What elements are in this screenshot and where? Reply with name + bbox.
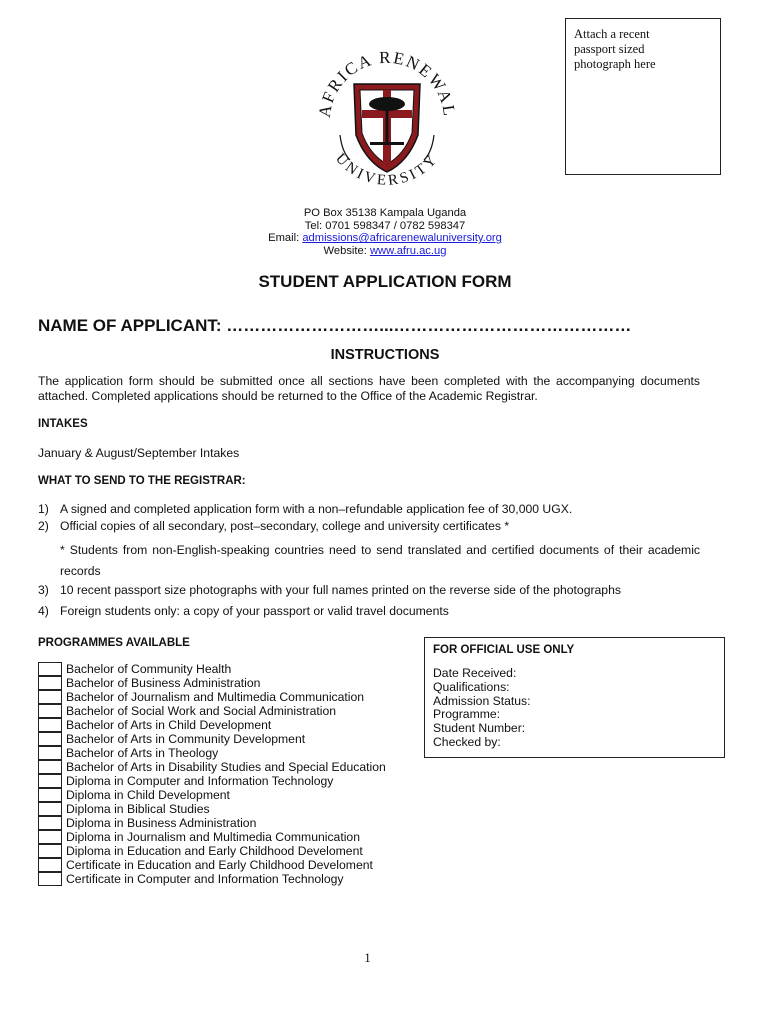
programme-label: Diploma in Education and Early Childhood Develoment [66, 844, 363, 858]
programme-label: Certificate in Education and Early Childhood Develoment [66, 858, 373, 872]
programme-checkbox[interactable] [38, 830, 62, 844]
telephone: Tel: 0701 598347 / 0782 598347 [304, 219, 466, 232]
page-number: 1 [364, 950, 371, 965]
programme-checkbox[interactable] [38, 872, 62, 886]
instructions-heading: INSTRUCTIONS [330, 347, 440, 363]
programme-label: Diploma in Business Administration [66, 816, 257, 830]
logo-top-text: AFRICA RENEWAL [314, 47, 460, 119]
programme-row [38, 788, 386, 802]
programme-checkbox[interactable] [38, 690, 62, 704]
programme-checkbox[interactable] [38, 802, 62, 816]
applicant-name-field[interactable]: NAME OF APPLICANT: ………………………...…………………………………… [38, 316, 632, 335]
website-label: Website: [323, 244, 370, 257]
send-heading: WHAT TO SEND TO THE REGISTRAR: [38, 475, 246, 487]
photo-placeholder-box[interactable] [565, 18, 721, 175]
programme-row [38, 690, 386, 704]
intakes-text: January & August/September Intakes [38, 446, 240, 460]
programme-label: Bachelor of Arts in Child Development [66, 718, 272, 732]
programme-label: Diploma in Journalism and Multimedia Communication [66, 830, 360, 844]
official-use-heading: FOR OFFICIAL USE ONLY [433, 644, 575, 656]
form-title: STUDENT APPLICATION FORM [258, 272, 512, 291]
translation-note: * Students from non-English-speaking countries need to send translated and certified documents of their academic records [60, 543, 700, 578]
contact-block [0, 207, 770, 257]
programme-label: Diploma in Biblical Studies [66, 802, 210, 816]
programme-label: Diploma in Computer and Information Technology [66, 774, 334, 788]
programme-row [38, 816, 386, 830]
official-use-box [424, 637, 725, 758]
programme-row [38, 844, 386, 858]
photo-instruction-line-1: Attach a recent [574, 27, 650, 41]
programme-label: Diploma in Child Development [66, 788, 230, 802]
programmes-list [38, 662, 386, 886]
send-item-number: 4) [38, 604, 49, 618]
send-item-text: Foreign students only: a copy of your passport or valid travel documents [60, 604, 449, 618]
programme-checkbox[interactable] [38, 788, 62, 802]
programme-row [38, 802, 386, 816]
send-item-number: 3) [38, 583, 49, 597]
website-line [0, 245, 770, 258]
programme-row [38, 760, 386, 774]
official-field-student-number: Student Number: [433, 721, 526, 736]
official-field-date-received: Date Received: [433, 666, 517, 680]
programme-checkbox[interactable] [38, 760, 62, 774]
official-field-qualifications: Qualifications: [433, 679, 510, 694]
send-item-number: 1) [38, 502, 49, 516]
programme-label: Bachelor of Arts in Community Development [66, 732, 306, 746]
postal-address: PO Box 35138 Kampala Uganda [303, 207, 467, 219]
programme-row [38, 718, 386, 732]
university-logo [312, 40, 462, 190]
programme-label: Bachelor of Arts in Disability Studies and Special Education [66, 760, 386, 774]
programme-row [38, 830, 386, 844]
programme-checkbox[interactable] [38, 704, 62, 718]
programme-row [38, 858, 386, 872]
programme-checkbox[interactable] [38, 844, 62, 858]
programme-label: Bachelor of Journalism and Multimedia Communication [66, 690, 365, 704]
programme-label: Bachelor of Arts in Theology [66, 746, 219, 760]
programme-checkbox[interactable] [38, 858, 62, 872]
photo-instruction-line-3: photograph here [574, 57, 656, 71]
email-line [0, 232, 770, 245]
programme-row [38, 746, 386, 760]
photo-instruction-line-2: passport sized [574, 42, 645, 56]
official-field-checked-by: Checked by: [433, 734, 501, 749]
programmes-heading: PROGRAMMES AVAILABLE [38, 637, 190, 649]
programme-checkbox[interactable] [38, 746, 62, 760]
send-item-text: Official copies of all secondary, post–secondary, college and university certificates * [60, 519, 510, 533]
intakes-heading: INTAKES [38, 418, 88, 430]
programme-row [38, 872, 386, 886]
programme-checkbox[interactable] [38, 718, 62, 732]
programme-checkbox[interactable] [38, 774, 62, 788]
programme-row [38, 732, 386, 746]
programme-label: Bachelor of Business Administration [66, 676, 261, 690]
programme-checkbox[interactable] [38, 816, 62, 830]
website-link[interactable]: www.afru.ac.ug [369, 244, 447, 257]
programme-label: Bachelor of Community Health [66, 662, 232, 676]
logo-bottom-text: UNIVERSITY [332, 150, 442, 190]
programme-row [38, 704, 386, 718]
instructions-paragraph: The application form should be submitted once all sections have been completed with the accompanying documents attached. Completed applications should be returned to the Office of the Academic Registrar. [38, 374, 700, 403]
email-link[interactable]: admissions@africarenewaluniversity.org [302, 232, 502, 245]
send-item-number: 2) [38, 519, 49, 533]
programme-row [38, 676, 386, 690]
official-field-admission-status: Admission Status: [433, 693, 531, 708]
programme-row [38, 662, 386, 676]
official-field-programme: Programme: [433, 707, 501, 722]
send-item-text: 10 recent passport size photographs with your full names printed on the reverse side of the photographs [60, 583, 621, 597]
programme-checkbox[interactable] [38, 676, 62, 690]
programme-checkbox[interactable] [38, 662, 62, 676]
programme-row [38, 774, 386, 788]
programme-label: Certificate in Computer and Information Technology [66, 872, 344, 886]
programme-checkbox[interactable] [38, 732, 62, 746]
programme-label: Bachelor of Social Work and Social Administration [66, 704, 337, 718]
send-item-text: A signed and completed application form with a non–refundable application fee of 30,000 UGX. [60, 502, 573, 516]
email-label: Email: [268, 232, 303, 245]
